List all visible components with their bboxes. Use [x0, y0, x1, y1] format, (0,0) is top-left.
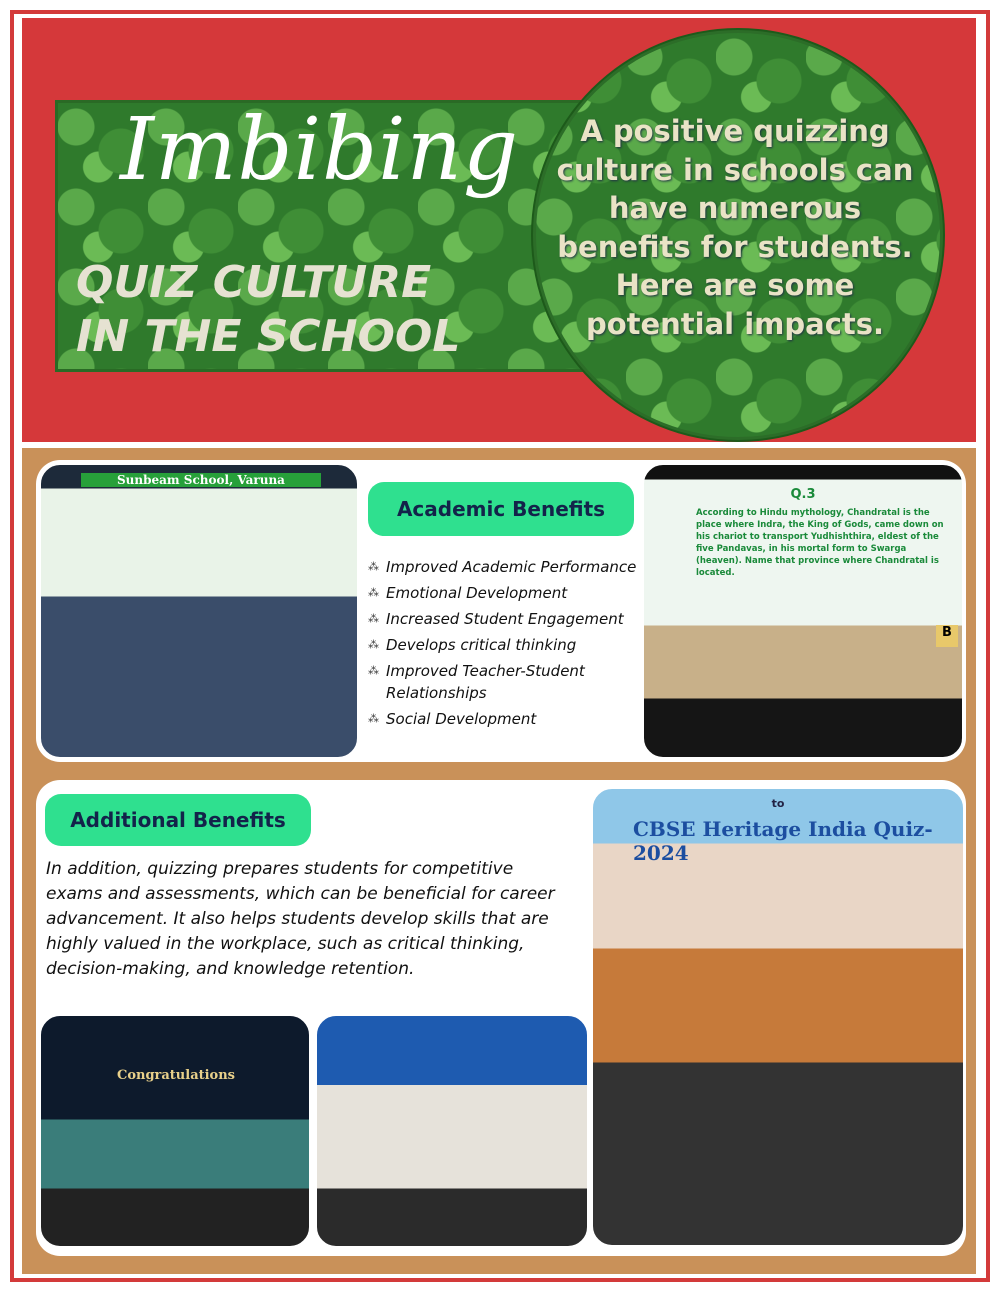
list-item [368, 634, 636, 656]
list-item [368, 608, 636, 630]
list-item-text: Increased Student Engagement [386, 610, 624, 628]
bullet-icon: ⁂ [368, 638, 379, 651]
list-item-text: Develops critical thinking [386, 636, 577, 654]
photo-students-certificates [38, 462, 360, 760]
quiz-number: Q.3 [790, 487, 816, 502]
event-to-text: to [771, 797, 785, 810]
photo-quiz-screen [641, 462, 965, 760]
academic-benefits-heading: Academic Benefits [368, 482, 634, 536]
list-item-text: Improved Academic Performance [386, 558, 637, 576]
list-item-text: Emotional Development [386, 584, 568, 602]
additional-benefits-heading: Additional Benefits [45, 794, 311, 846]
bullet-icon: ⁂ [368, 586, 379, 599]
congrats-text: Congratulations [116, 1068, 236, 1083]
academic-benefits-list [368, 556, 636, 734]
list-item [368, 582, 636, 604]
photo-award [590, 786, 966, 1248]
list-item [368, 708, 636, 730]
event-banner-text: CBSE Heritage India Quiz-2024 [633, 817, 933, 865]
intro-text: A positive quizzing culture in schools can have numerous benefits for students. Here are some potential impacts. [556, 114, 914, 341]
photo-congratulations [38, 1013, 312, 1249]
title-script: Imbibing [120, 100, 520, 200]
title-line-2: IN THE SCHOOL [76, 311, 461, 362]
title-line-1: QUIZ CULTURE [76, 257, 432, 308]
list-item [368, 660, 636, 704]
title-main [76, 256, 460, 364]
quiz-question: According to Hindu mythology, Chandratal is the place where Indra, the King of Gods, came down on his chariot to transport Yudhishthira, eldest of the five Pandavas, in his mortal form to Swarga (heaven). Name that province where Chandratal is located. [696, 508, 944, 578]
list-item-text: Social Development [386, 710, 537, 728]
bullet-icon: ⁂ [368, 712, 379, 725]
photo-banner-text: Sunbeam School, Varuna [81, 473, 321, 487]
podium-letter: B [936, 625, 958, 647]
list-item [368, 556, 636, 578]
bullet-icon: ⁂ [368, 560, 379, 573]
list-item-text: Improved Teacher-Student Relationships [386, 662, 585, 702]
photo-group [314, 1013, 590, 1249]
additional-benefits-text: In addition, quizzing prepares students for competitive exams and assessments, which can be beneficial for career advancement. It also helps students develop skills that are highly valued in the workplace, such as critical thinking, decision-making, and knowledge retention. [46, 859, 555, 979]
bullet-icon: ⁂ [368, 612, 379, 625]
bullet-icon: ⁂ [368, 664, 379, 677]
